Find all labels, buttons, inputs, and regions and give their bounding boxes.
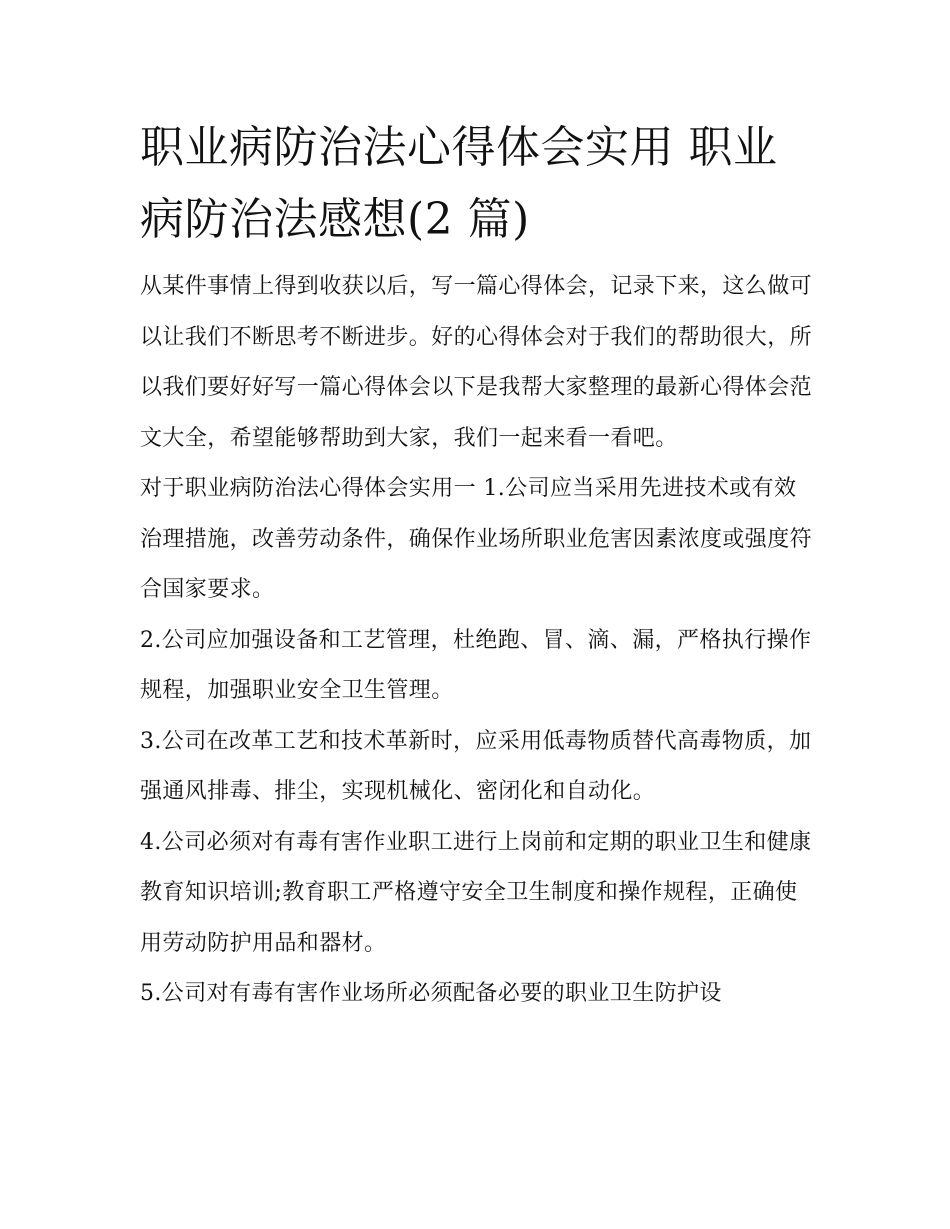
- paragraph-item-2: 2.公司应加强设备和工艺管理，杜绝跑、冒、滴、漏，严格执行操作规程，加强职业安全卫生管理。: [140, 627, 812, 703]
- paragraph-item-4: 4.公司必须对有毒有害作业职工进行上岗前和定期的职业卫生和健康教育知识培训;教育职工严格遵守安全卫生制度和操作规程，正确使用劳动防护用品和器材。: [140, 829, 812, 956]
- document-page: [140, 112, 812, 1020]
- paragraph-item-5: 5.公司对有毒有害作业场所必须配备必要的职业卫生防护设: [140, 981, 722, 1006]
- paragraph-intro: 从某件事情上得到收获以后，写一篇心得体会，记录下来，这么做可以让我们不断思考不断进步。好的心得体会对于我们的帮助很大，所以我们要好好写一篇心得体会以下是我帮大家整理的最新心得体会范文大全，希望能够帮助到大家，我们一起来看一看吧。: [140, 274, 813, 451]
- paragraph-item-1: 对于职业病防治法心得体会实用一 1.公司应当采用先进技术或有效治理措施，改善劳动条件，确保作业场所职业危害因素浓度或强度符合国家要求。: [140, 476, 813, 602]
- paragraph-item-3: 3.公司在改革工艺和技术革新时，应采用低毒物质替代高毒物质，加强通风排毒、排尘，实现机械化、密闭化和自动化。: [140, 728, 812, 804]
- document-title: 职业病防治法心得体会实用 职业病防治法感想(2 篇): [140, 122, 778, 245]
